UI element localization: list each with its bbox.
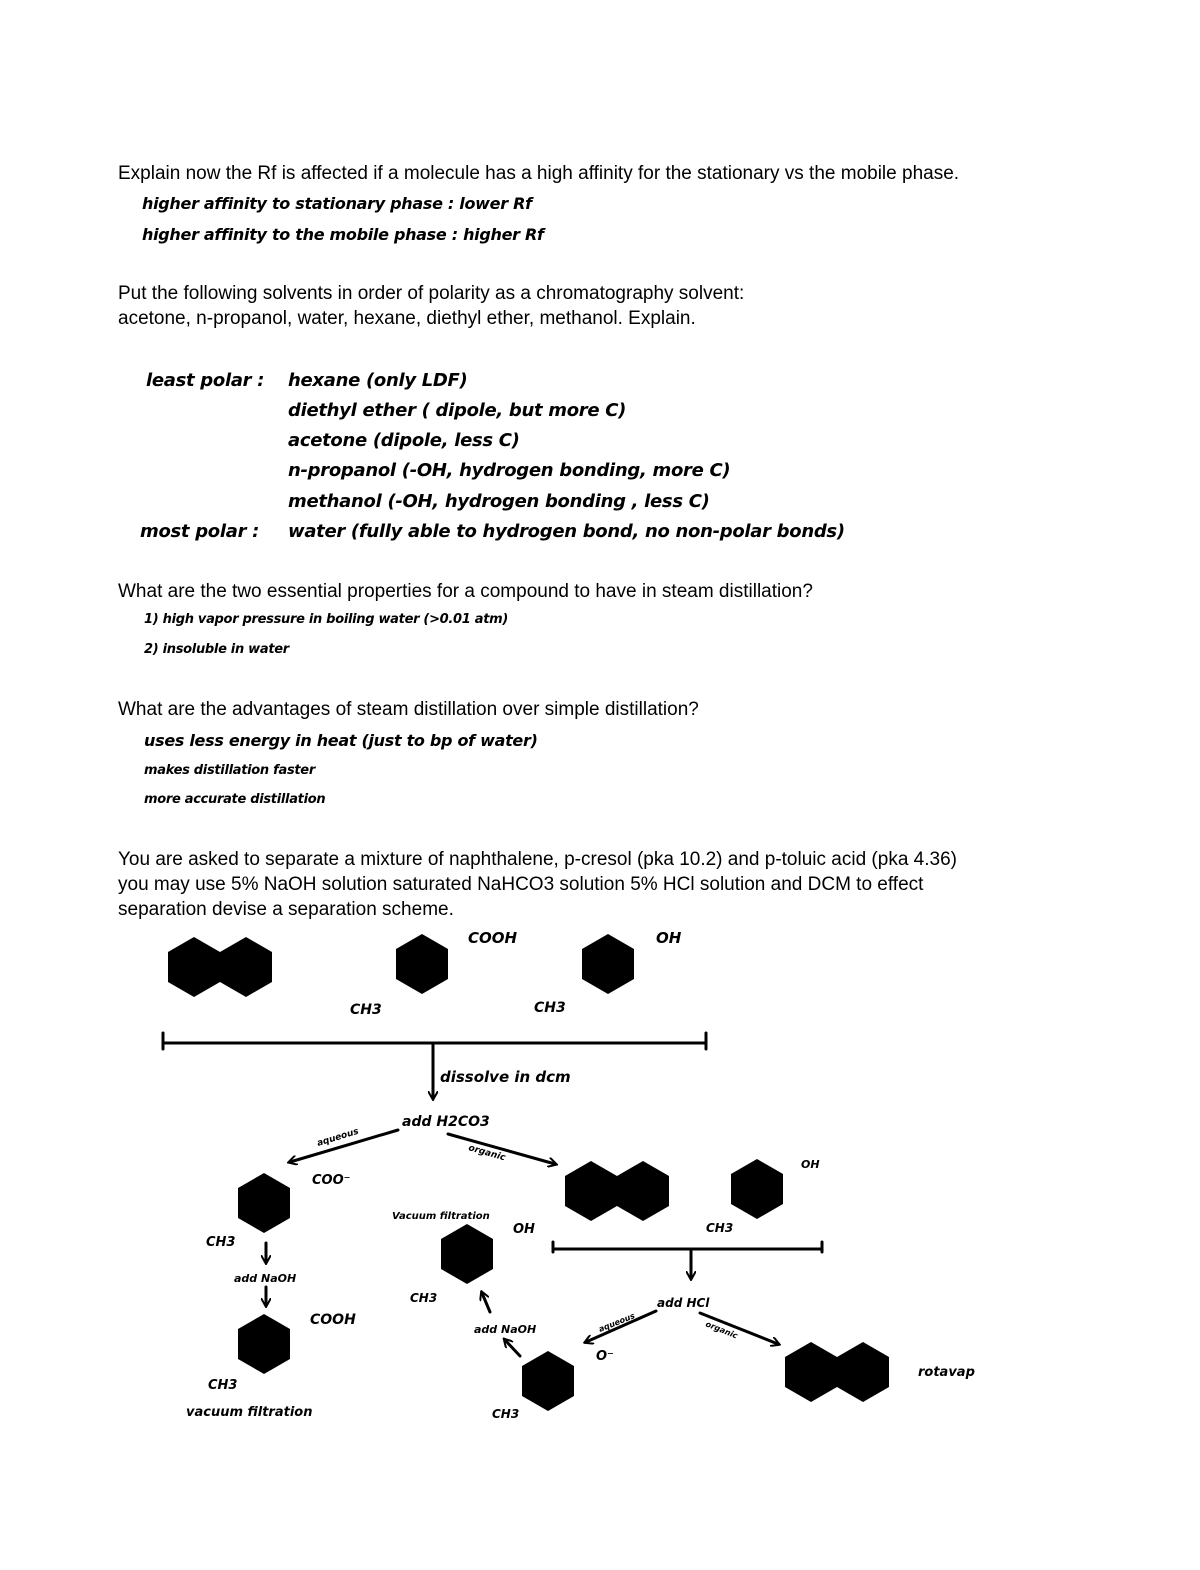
- polarity-item-acetone: acetone (dipole, less C): [288, 430, 520, 451]
- ch3-label-top-acid: CH3: [350, 1002, 382, 1018]
- vacuum-filtration-label-left: vacuum filtration: [186, 1405, 313, 1420]
- aqueous-label-1: aqueous: [315, 1126, 360, 1149]
- p-cresol-structure-product: [425, 1222, 511, 1286]
- question-steam-properties: What are the two essential properties for a compound to have in steam distillation?: [118, 581, 813, 602]
- most-polar-label: most polar :: [140, 521, 260, 542]
- answer-accurate: more accurate distillation: [144, 792, 326, 807]
- ch3-label-product-acid: CH3: [208, 1378, 238, 1393]
- naphthalene-structure-mid: [565, 1161, 669, 1221]
- question-steam-advantages: What are the advantages of steam distillation over simple distillation?: [118, 699, 699, 720]
- p-toluic-acid-structure-product: [222, 1312, 308, 1376]
- rotavap-label: rotavap: [918, 1365, 975, 1380]
- cresolate-anion-structure: [506, 1349, 592, 1413]
- organic-label-1: organic: [467, 1143, 507, 1164]
- naphthalene-structure-top: [168, 937, 272, 997]
- aqueous-label-2: aqueous: [597, 1311, 637, 1334]
- toluate-anion-structure: [222, 1171, 308, 1235]
- answer-vapor-pressure: 1) high vapor pressure in boiling water (>0.01 atm): [144, 612, 509, 627]
- oh-label-product: OH: [513, 1222, 535, 1237]
- question-separation-line3: separation devise a separation scheme.: [118, 899, 454, 920]
- p-cresol-structure-top: [566, 932, 652, 996]
- cooh-label-top: COOH: [468, 929, 518, 947]
- ch3-label-top-cresol: CH3: [534, 1000, 566, 1016]
- question-separation-line1: You are asked to separate a mixture of naphthalene, p-cresol (pka 10.2) and p-toluic acid (pka 4.36): [118, 849, 957, 870]
- p-cresol-structure-mid: [715, 1157, 801, 1221]
- organic-label-2: organic: [704, 1319, 739, 1341]
- answer-faster: makes distillation faster: [144, 763, 315, 778]
- add-h2co3-label: add H2CO3: [402, 1114, 490, 1130]
- cooh-label-product: COOH: [310, 1312, 356, 1328]
- answer-rf-stationary: higher affinity to stationary phase : lower Rf: [142, 194, 532, 213]
- oh-label-mid: OH: [801, 1158, 820, 1171]
- add-naoh-label-left: add NaOH: [234, 1272, 297, 1285]
- naphthalene-structure-product: [785, 1342, 889, 1402]
- answer-insoluble: 2) insoluble in water: [144, 642, 289, 657]
- vacuum-filtration-label-right: Vacuum filtration: [392, 1211, 490, 1222]
- polarity-item-diethyl-ether: diethyl ether ( dipole, but more C): [288, 400, 627, 421]
- polarity-item-hexane: hexane (only LDF): [288, 370, 468, 391]
- polarity-item-water: water (fully able to hydrogen bond, no non-polar bonds): [288, 521, 845, 542]
- question-separation-line2: you may use 5% NaOH solution saturated NaHCO3 solution 5% HCl solution and DCM to effect: [118, 874, 924, 895]
- dissolve-in-dcm-label: dissolve in dcm: [440, 1068, 571, 1086]
- polarity-item-methanol: methanol (-OH, hydrogen bonding , less C): [288, 491, 710, 512]
- ch3-label-mid-cresol: CH3: [706, 1221, 734, 1235]
- coo-minus-label: COO⁻: [312, 1173, 351, 1188]
- p-toluic-acid-structure-top: [380, 932, 466, 996]
- ch3-label-toluate: CH3: [206, 1235, 236, 1250]
- least-polar-label: least polar :: [146, 370, 265, 391]
- oh-label-top: OH: [656, 929, 682, 947]
- polarity-item-n-propanol: n-propanol (-OH, hydrogen bonding, more C): [288, 460, 731, 481]
- question-polarity-line1: Put the following solvents in order of polarity as a chromatography solvent:: [118, 283, 745, 304]
- question-rf: Explain now the Rf is affected if a molecule has a high affinity for the stationary vs the mobile phase.: [118, 163, 960, 184]
- o-minus-label: O⁻: [596, 1349, 614, 1364]
- ch3-label-cresolate: CH3: [492, 1407, 520, 1421]
- ch3-label-product-cresol: CH3: [410, 1291, 438, 1305]
- add-naoh-label-right: add NaOH: [474, 1323, 537, 1336]
- answer-rf-mobile: higher affinity to the mobile phase : higher Rf: [142, 225, 544, 244]
- question-polarity-line2: acetone, n-propanol, water, hexane, diethyl ether, methanol. Explain.: [118, 308, 696, 329]
- answer-less-energy: uses less energy in heat (just to bp of water): [144, 731, 538, 750]
- add-hcl-label: add HCl: [657, 1296, 710, 1310]
